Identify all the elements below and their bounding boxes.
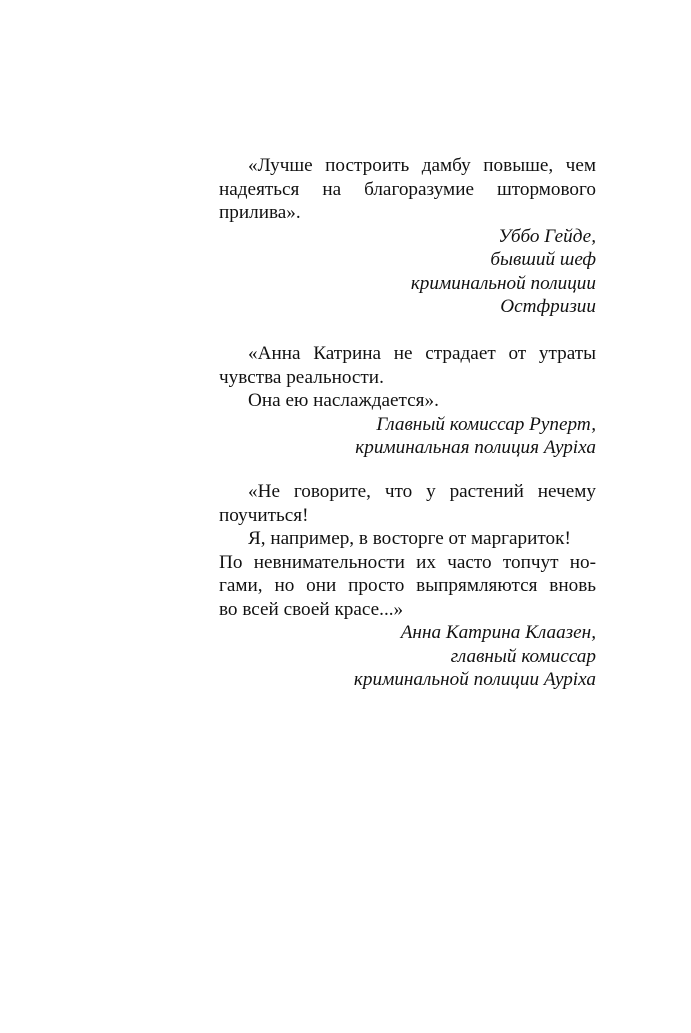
epigraph-3-line-1: «Не говорите, что у растений нечему: [248, 481, 596, 502]
epigraph-3-text: [219, 480, 596, 621]
epigraph-3-author-line-3: криминальной полиции Аурiха: [353, 669, 596, 690]
epigraph-1-author-line-3: криминальной полиции: [410, 272, 596, 294]
epigraph-1-text: [219, 154, 596, 225]
epigraph-2-line-2: чувства реальности.: [219, 366, 384, 388]
epigraph-2: [219, 342, 596, 460]
epigraph-2-author-line-1: Главный комиссар Руперт,: [376, 413, 596, 435]
epigraph-3-line-5: гами, но они просто выпрямляются вновь: [219, 575, 596, 596]
epigraph-1-author-line-2: бывший шеф: [490, 249, 596, 270]
epigraph-1-attribution: [219, 225, 596, 319]
epigraph-3-attribution: [219, 621, 596, 692]
epigraph-3-line-2: поучиться!: [219, 504, 309, 526]
epigraph-2-line-1: «Анна Катрина не страдает от утраты: [248, 343, 596, 364]
epigraph-3: [219, 480, 596, 692]
epigraph-2-line-3: Она ею наслаждается».: [248, 390, 439, 411]
epigraph-3-line-3: Я, например, в восторге от маргариток!: [248, 528, 571, 549]
epigraph-1-line-3: прилива».: [219, 202, 301, 223]
epigraph-2-attribution: [219, 413, 596, 460]
epigraph-1-author-line-4: Остфризии: [500, 296, 596, 317]
epigraph-3-line-6: во всей своей красе...»: [219, 598, 404, 620]
epigraph-1-author-line-1: Уббо Гейде,: [498, 225, 596, 247]
epigraph-1-line-1: «Лучше построить дамбу повыше, чем: [248, 155, 596, 176]
epigraph-1: [219, 154, 596, 319]
epigraph-3-author-line-1: Анна Катрина Клаазен,: [400, 622, 596, 643]
epigraph-3-line-4: По невнимательности их часто топчут но-: [219, 551, 596, 573]
epigraph-2-text: [219, 342, 596, 413]
epigraph-3-author-line-2: главный комиссар: [450, 645, 596, 667]
epigraph-2-author-line-2: криминальная полиция Аурiха: [355, 437, 596, 458]
epigraph-1-line-2: надеяться на благоразумие штормового: [219, 178, 596, 200]
